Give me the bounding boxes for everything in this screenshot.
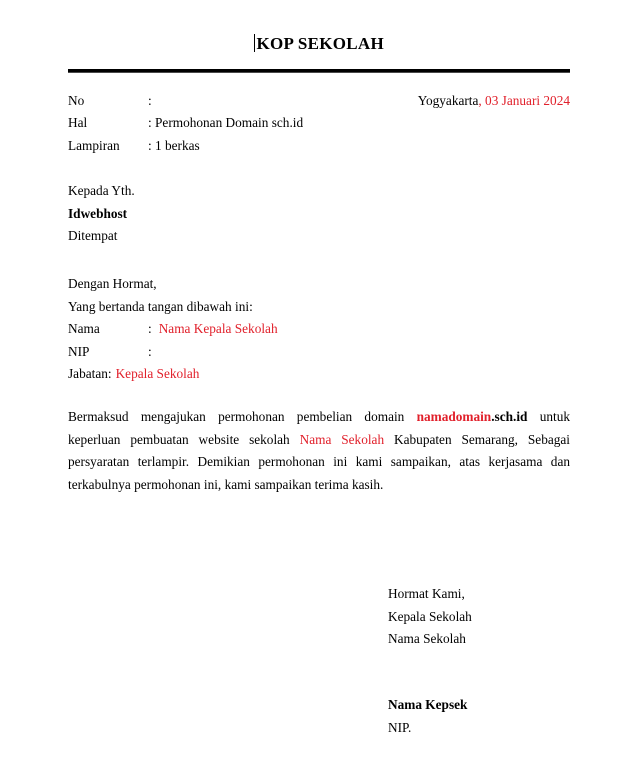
jabatan-value: Kepala Sekolah [115,366,200,382]
body-paragraph [68,406,570,496]
signature-role: Kepala Sekolah [388,608,472,624]
lampiran-label: Lampiran [68,137,120,153]
recipient-address: Ditempat [68,228,118,244]
meta-row-lampiran [68,135,570,157]
meta-row-hal [68,112,570,134]
nama-value: Nama Kepala Sekolah [158,321,278,337]
recipient-name: Idwebhost [68,205,128,221]
nama-colon: : [148,321,152,337]
recipient-salutation: Kepada Yth. [68,183,135,199]
opening-block [68,273,570,385]
jabatan-label: Jabatan: [68,366,112,382]
signature-name: Nama Kepsek [388,697,468,713]
letterhead-title-text: KOP SEKOLAH [256,34,385,53]
body-part3: Kabupaten Semarang, Sebagai persyaratan terlampir. Demikian permohonan ini kami sampaikan, atas kerjasama dan terkabulnya permohonan ini, kami sampaikan terima kasih. [68,431,570,492]
field-row-nip [68,341,570,363]
signature-nip: NIP. [388,719,412,735]
letter-meta [68,90,570,157]
city-date-line [418,90,570,112]
school-name-highlight: Nama Sekolah [299,431,385,447]
signature-closing: Hormat Kami, [388,586,465,602]
body-part2: untuk keperluan pembuatan website sekolah [68,409,570,447]
nama-label: Nama [68,321,100,337]
domain-name-highlight: namadomain [416,409,492,425]
nip-label: NIP [68,343,90,359]
signature-block [388,583,570,739]
letterhead-title [68,33,570,55]
date-text: , 03 Januari 2024 [478,93,570,108]
meta-row-no [68,90,570,112]
field-row-nama [68,318,570,340]
city-text: Yogyakarta [417,93,479,108]
nip-colon: : [148,343,152,359]
no-label: No [68,93,85,108]
signature-org: Nama Sekolah [388,630,466,646]
field-row-jabatan [68,363,570,385]
opening-intro: Yang bertanda tangan dibawah ini: [68,298,253,314]
hal-value: : Permohonan Domain sch.id [148,115,304,131]
lampiran-value: : 1 berkas [148,137,200,153]
recipient-block [68,180,570,247]
hal-label: Hal [68,115,88,131]
opening-greeting: Dengan Hormat, [68,276,157,292]
letterhead-divider [68,69,570,73]
body-part1: Bermaksud mengajukan permohonan pembelian domain [68,409,417,425]
no-colon: : [148,93,152,108]
domain-tld: .sch.id [491,409,528,425]
